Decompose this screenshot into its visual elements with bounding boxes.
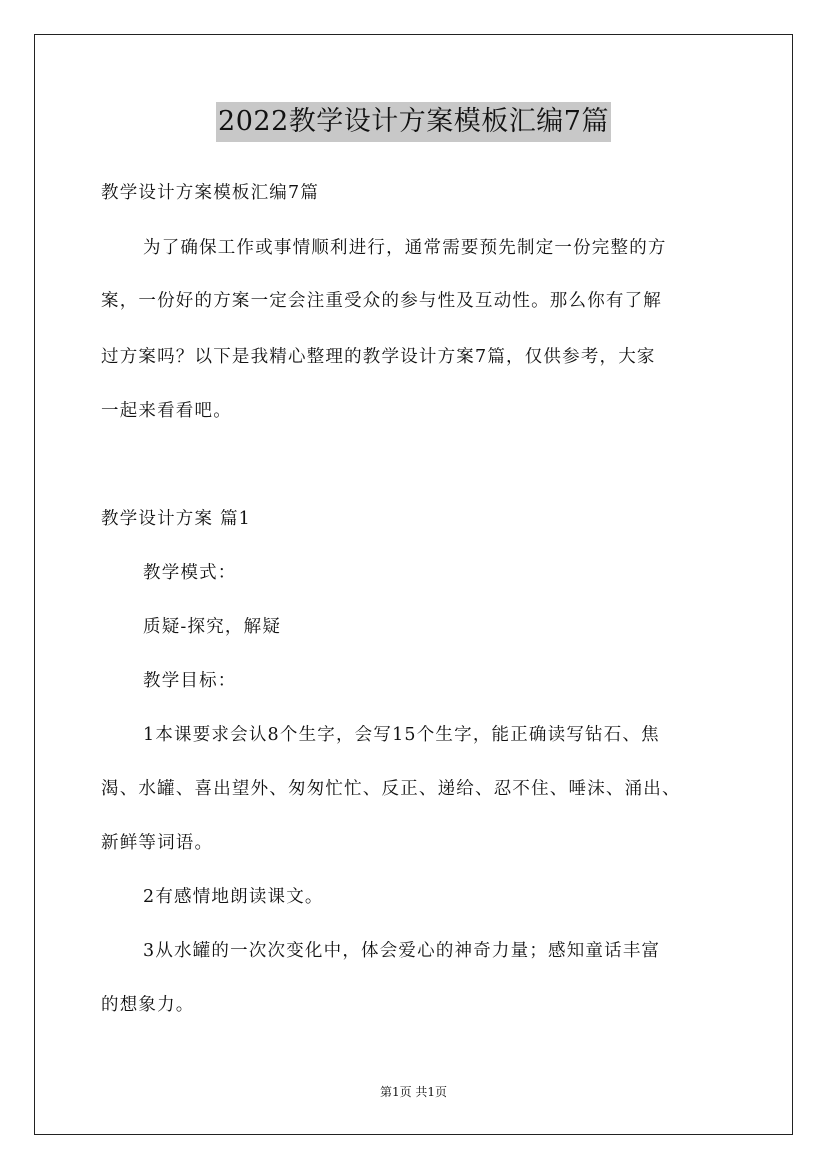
mode-value: 质疑-探究，解疑 [143, 617, 282, 637]
goal-line: 渴、水罐、喜出望外、匆匆忙忙、反正、递给、忍不住、唾沫、涌出、 [101, 779, 681, 799]
page-footer: 第1页 共1页 [379, 1085, 448, 1099]
document-subtitle: 教学设计方案模板汇编7篇 [101, 183, 320, 203]
goal-label: 教学目标： [143, 671, 237, 691]
goal-line: 3从水罐的一次次变化中，体会爱心的神奇力量；感知童话丰富 [143, 941, 661, 961]
goal-line: 1本课要求会认8个生字，会写15个生字，能正确读写钻石、焦 [143, 725, 660, 745]
intro-line: 为了确保工作或事情顺利进行，通常需要预先制定一份完整的方 [143, 238, 667, 258]
goal-line: 2有感情地朗读课文。 [143, 887, 324, 907]
goal-line: 的想象力。 [101, 995, 195, 1015]
document-title: 2022教学设计方案模板汇编7篇 [216, 102, 611, 142]
mode-label: 教学模式： [143, 563, 237, 583]
title-container [0, 102, 827, 142]
section-heading: 教学设计方案 篇1 [101, 509, 251, 529]
intro-line: 过方案吗？以下是我精心整理的教学设计方案7篇，仅供参考，大家 [101, 347, 656, 367]
goal-line: 新鲜等词语。 [101, 833, 214, 853]
intro-line: 案，一份好的方案一定会注重受众的参与性及互动性。那么你有了解 [101, 291, 662, 311]
intro-line: 一起来看看吧。 [101, 401, 232, 421]
